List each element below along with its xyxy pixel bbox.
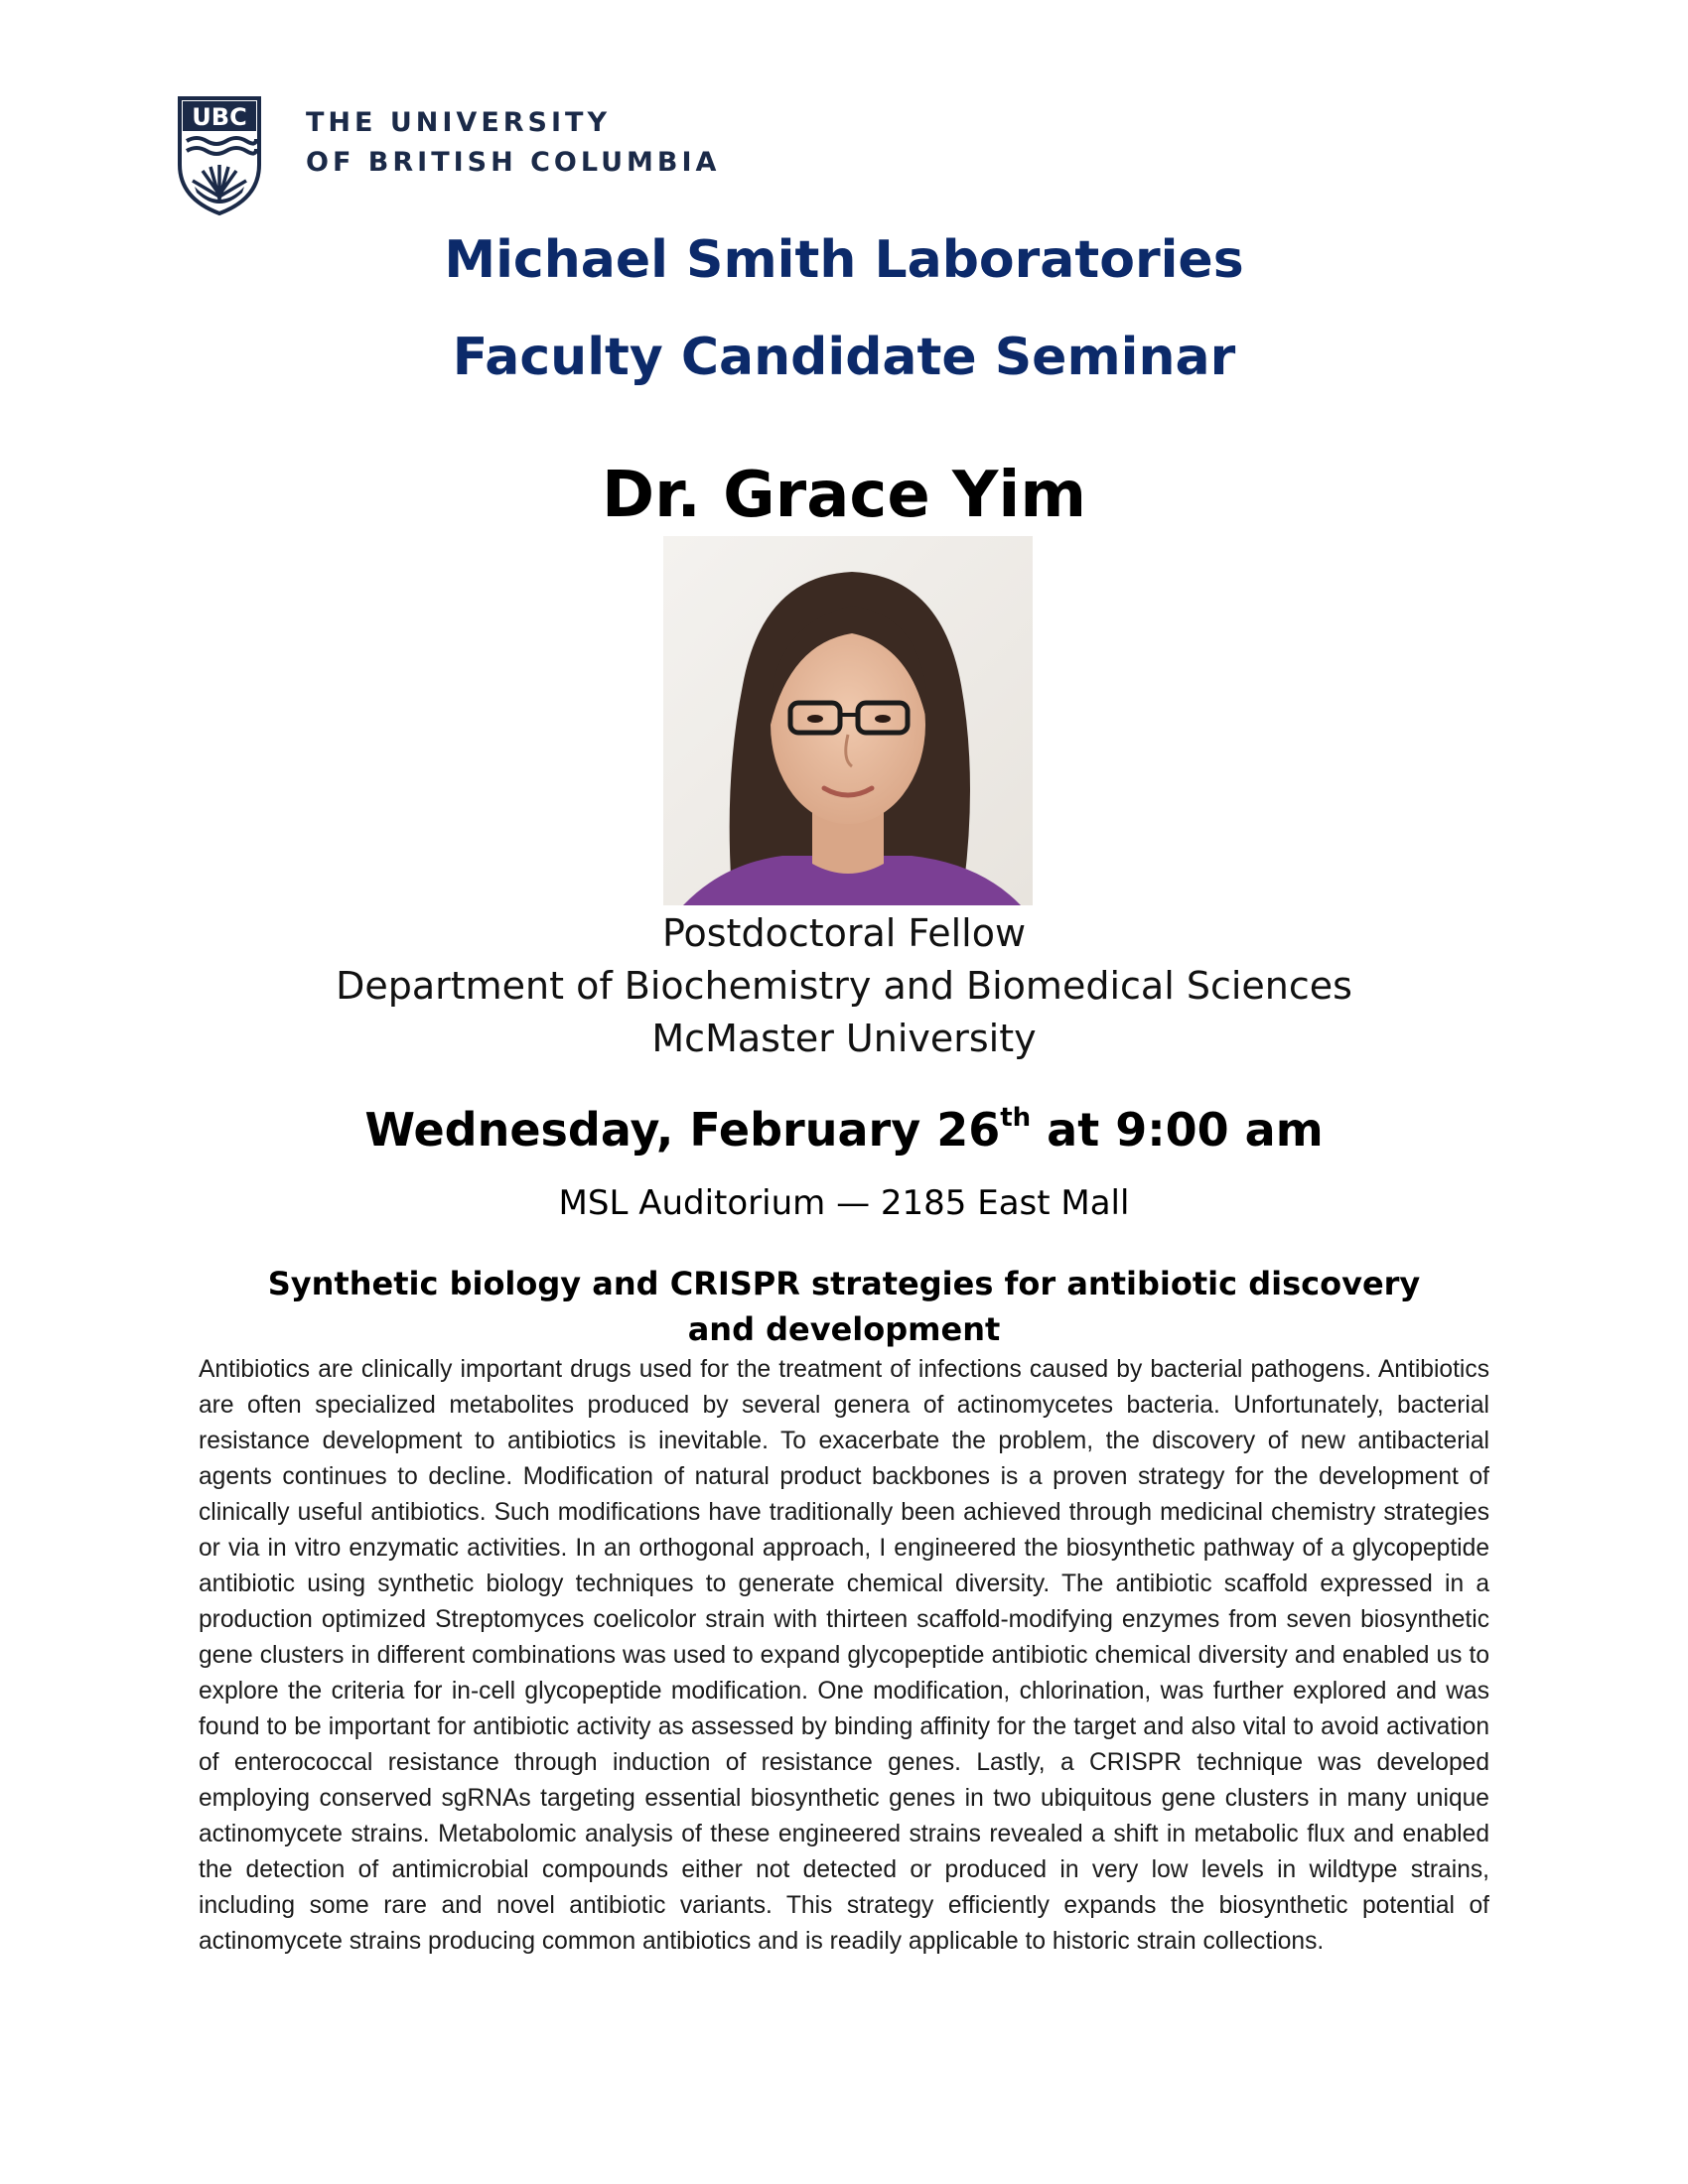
university-name-line-2: OF BRITISH COLUMBIA	[306, 147, 721, 178]
seminar-date: Wednesday, February 26	[364, 1103, 1001, 1157]
talk-abstract: Antibiotics are clinically important drugs used for the treatment of infections caused by bacterial pathogens. Antibiotics are often specialized metabolites produced by several genera of actinomycetes bacteria. Unfortunately, bacterial resistance development to antibiotics is inevitable. To exacerbate the problem, the discovery of new antibacterial agents continues to decline. Modification of natural product backbones is a proven strategy for the development of clinically useful antibiotics. Such modifications have traditionally been achieved through medicinal chemistry strategies or via in vitro enzymatic activities. In an orthogonal approach, I engineered the biosynthetic pathway of a glycopeptide antibiotic using synthetic biology techniques to generate chemical diversity. The antibiotic scaffold expressed in a production optimized Streptomyces coelicolor strain with thirteen scaffold-modifying enzymes from seven biosynthetic gene clusters in different combinations was used to expand glycopeptide antibiotic chemical diversity and enabled us to explore the criteria for in-cell glycopeptide modification. One modification, chlorination, was further explored and was found to be important for antibiotic activity as assessed by binding affinity for the target and also vital to avoid activation of enterococcal resistance through induction of resistance genes. Lastly, a CRISPR technique was developed employing conserved sgRNAs targeting essential biosynthetic genes in two ubiquitous gene clusters in many unique actinomycete strains. Metabolomic analysis of these engineered strains revealed a shift in metabolic flux and enabled the detection of antimicrobial compounds either not detected or produced in very low levels in wildtype strains, including some rare and novel antibiotic variants. This strategy efficiently expands the biosynthetic potential of actinomycete strains producing common antibiotics and is readily applicable to historic strain collections.	[199, 1356, 1489, 1955]
speaker-position: Postdoctoral Fellow	[661, 911, 1027, 955]
university-name-line-1: THE UNIVERSITY	[306, 107, 612, 138]
seminar-time: at 9:00 am	[1031, 1103, 1324, 1157]
ubc-letters: UBC	[192, 103, 247, 131]
university-name	[306, 103, 720, 183]
seminar-datetime	[0, 1100, 1688, 1160]
speaker-photo	[663, 536, 1033, 905]
speaker-department: Department of Biochemistry and Biomedical Sciences	[336, 964, 1352, 1008]
seminar-date-suffix: th	[1000, 1103, 1032, 1133]
ubc-crest-logo	[177, 95, 262, 216]
ubc-header	[177, 95, 773, 218]
event-title-line-1: Michael Smith Laboratories	[444, 230, 1244, 290]
event-title-line-2: Faculty Candidate Seminar	[452, 328, 1236, 387]
talk-title: Synthetic biology and CRISPR strategies for antibiotic discovery and development	[267, 1265, 1421, 1348]
speaker-institution: McMaster University	[651, 1017, 1037, 1060]
seminar-location: MSL Auditorium — 2185 East Mall	[558, 1183, 1130, 1223]
speaker-name: Dr. Grace Yim	[601, 459, 1087, 532]
